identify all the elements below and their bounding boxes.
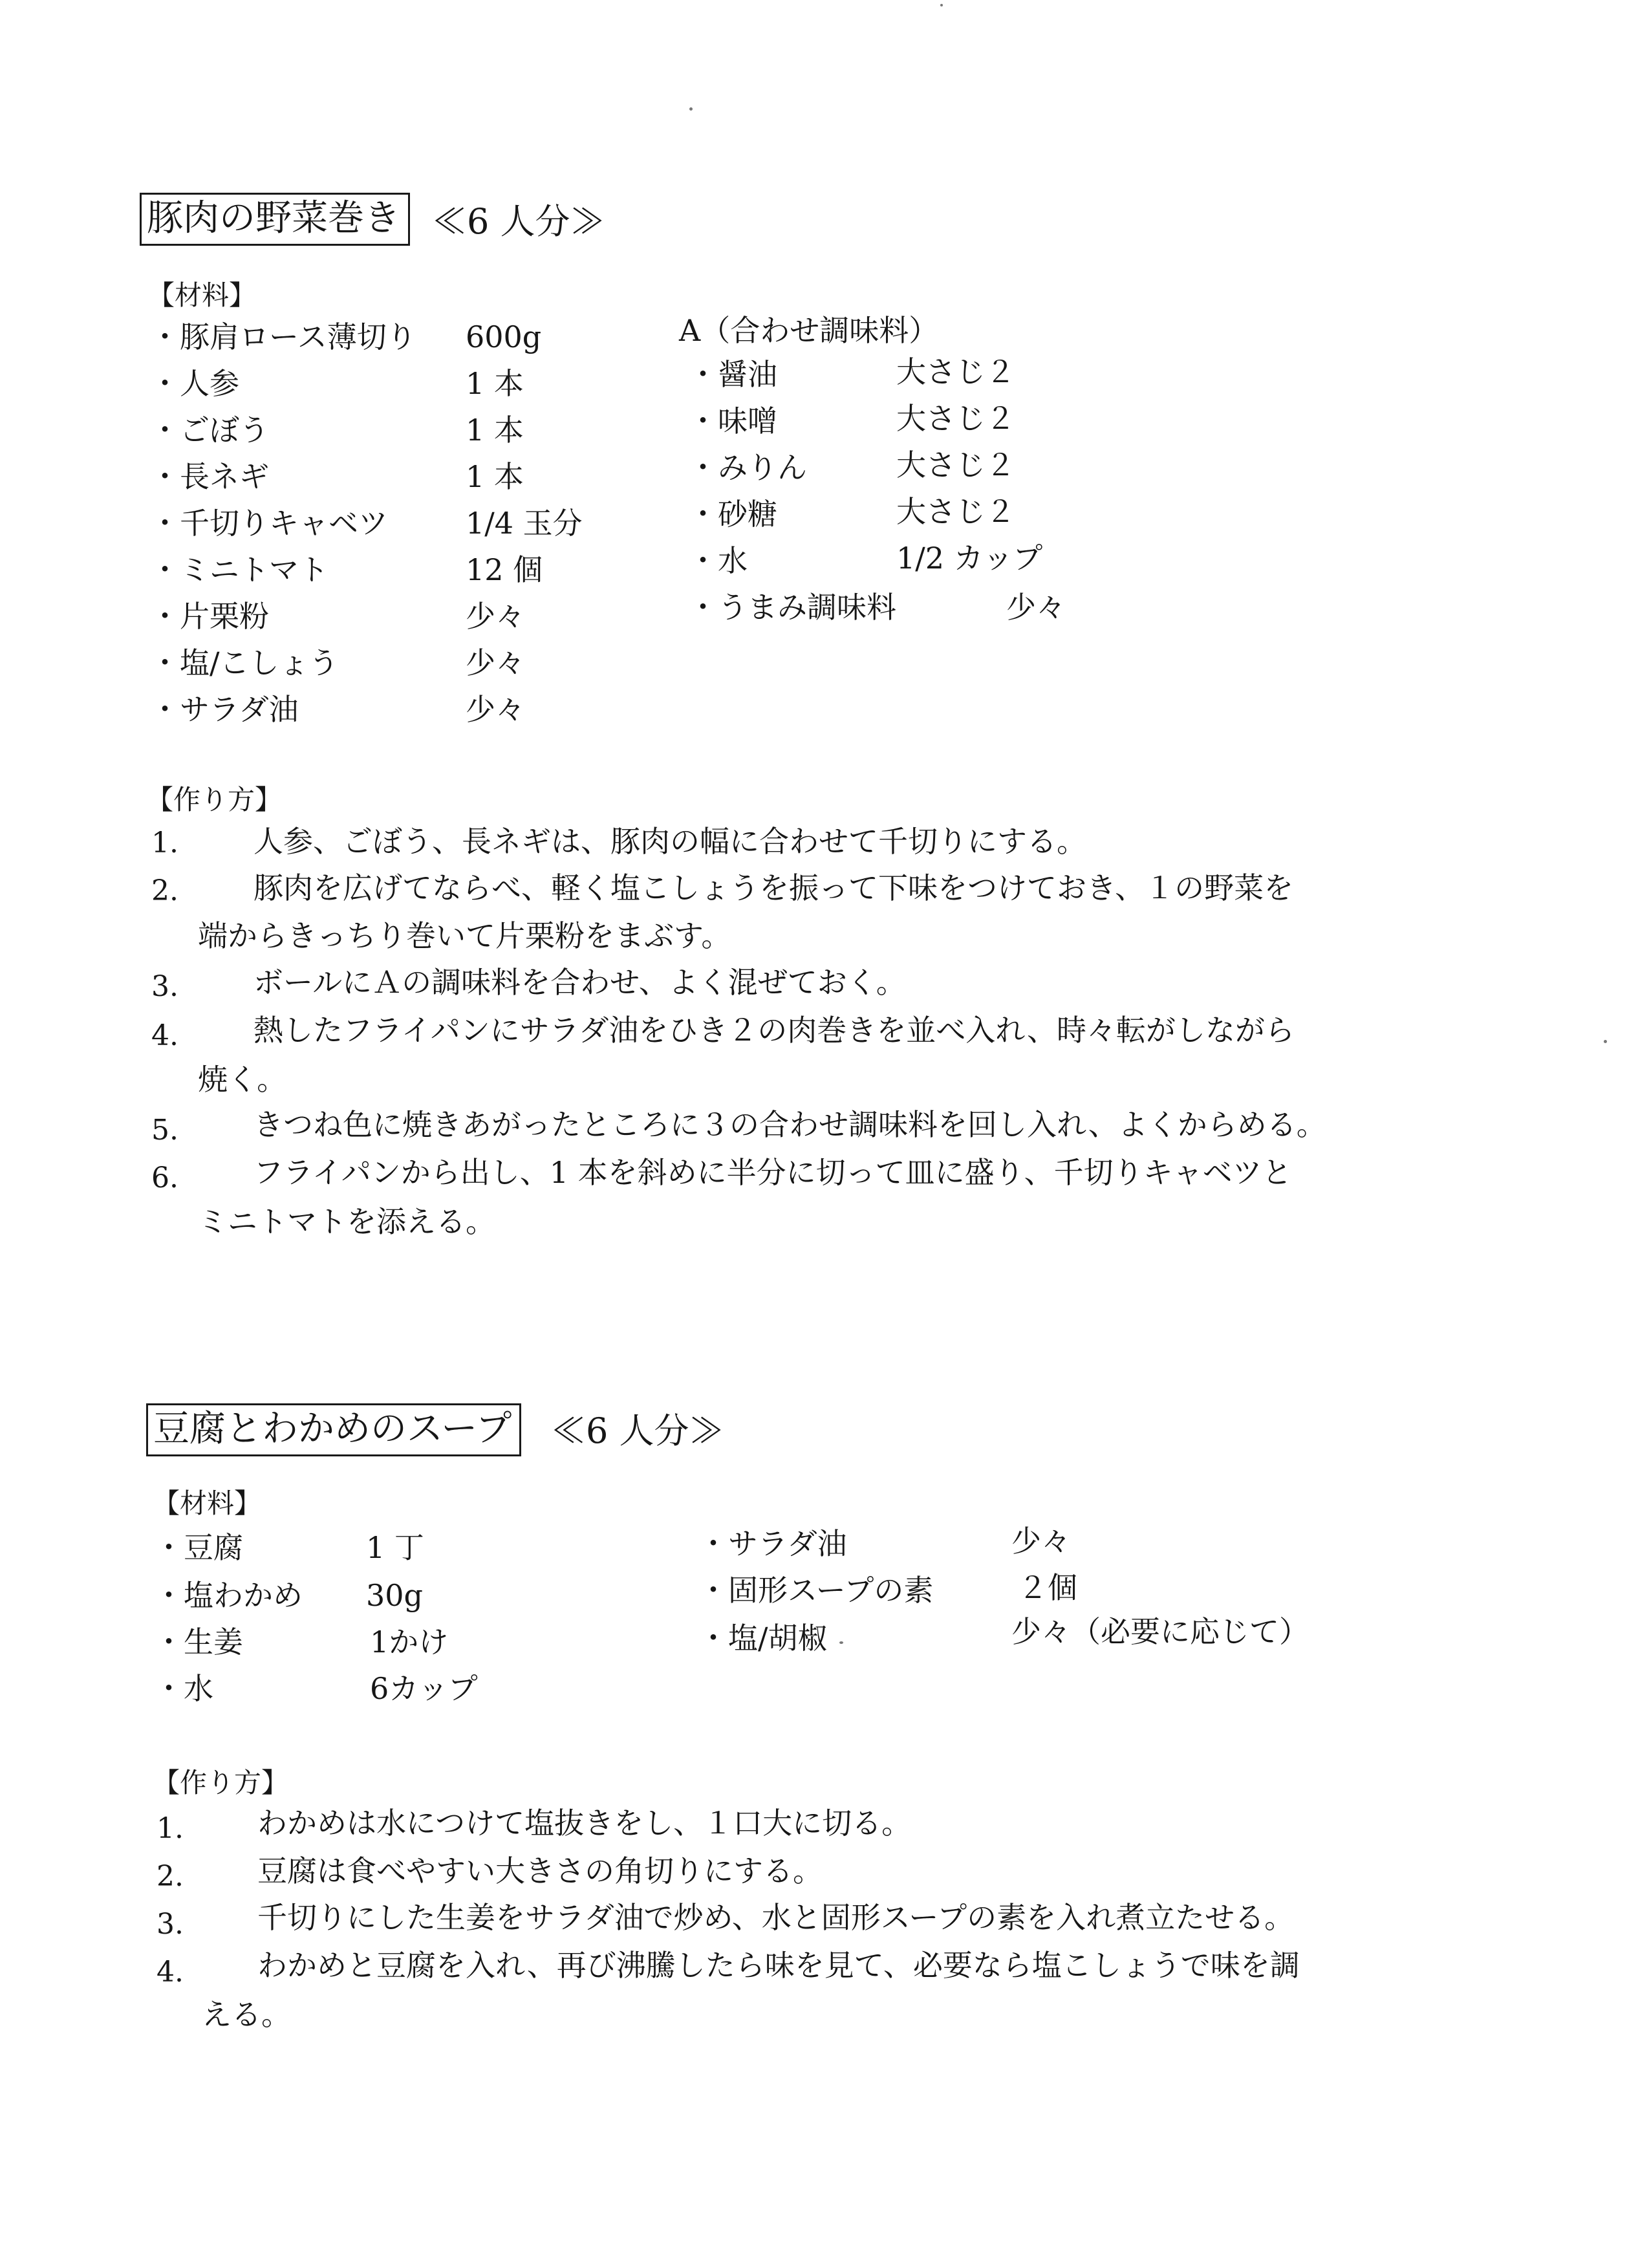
ingredient-name: ・サラダ油 <box>150 692 299 727</box>
ingredient-name: ・豚肩ロース薄切り <box>150 319 416 354</box>
ingredient-amount: 大さじ２ <box>896 354 1015 389</box>
ingredient-name: ・砂糖 <box>688 497 777 532</box>
step-number: 4. <box>156 1956 184 1989</box>
ingredient-amount: 6カップ <box>370 1671 478 1706</box>
ingredient-name: ・うまみ調味料 <box>688 590 896 625</box>
ingredient-name: ・長ネギ <box>150 459 269 494</box>
ingredient-amount: 1 本 <box>466 366 524 401</box>
ingredient-name: ・固形スープの素 <box>698 1573 934 1608</box>
ingredient-amount: 少々 <box>466 599 525 634</box>
recipe2-title: 豆腐とわかめのスープ <box>146 1403 521 1456</box>
ingredient-amount: 12 個 <box>466 552 543 587</box>
ingredient-amount: 大さじ２ <box>896 494 1015 529</box>
scan-speck <box>1604 1040 1607 1043</box>
recipe1-title: 豚肉の野菜巻き <box>140 193 410 246</box>
scan-speck <box>839 1641 843 1644</box>
step-number: 1. <box>151 826 178 859</box>
step-text: わかめは水につけて塩抜きをし、１口大に切る。 <box>257 1806 912 1841</box>
recipe2-ingredients-heading: 【材料】 <box>153 1487 262 1519</box>
step-text: 端からきっちり巻いて片栗粉をまぶす。 <box>198 918 731 953</box>
recipe1-ingredients-heading: 【材料】 <box>147 279 257 311</box>
recipe1-method-heading: 【作り方】 <box>146 784 283 815</box>
ingredient-name: ・塩/こしょう <box>150 645 339 680</box>
ingredient-name: ・味噌 <box>688 404 777 438</box>
ingredient-amount: 少々 <box>466 692 525 727</box>
ingredient-amount: 1/4 玉分 <box>466 506 583 541</box>
ingredient-amount: 1かけ <box>370 1625 449 1659</box>
step-number: 4. <box>151 1019 178 1052</box>
step-text: わかめと豆腐を入れ、再び沸騰したら味を見て、必要なら塩こしょうで味を調 <box>257 1948 1300 1983</box>
step-text: 豆腐は食べやすい大きさの角切りにする。 <box>257 1853 823 1888</box>
step-number: 5. <box>151 1114 178 1147</box>
scan-speck <box>940 4 943 6</box>
step-text: 人参、ごぼう、長ネギは、豚肉の幅に合わせて千切りにする。 <box>253 824 1086 859</box>
step-text: 豚肉を広げてならべ、軽く塩こしょうを振って下味をつけておき、１の野菜を <box>253 870 1294 905</box>
ingredient-amount: 1 本 <box>466 459 524 494</box>
ingredient-name: ・醤油 <box>688 357 777 392</box>
recipe1-servings: ≪6 人分≫ <box>432 201 605 242</box>
scan-speck <box>689 107 693 111</box>
step-text: ボールにＡの調味料を合わせ、よく混ぜておく。 <box>253 965 906 1000</box>
step-number: 2. <box>151 874 178 907</box>
ingredient-name: ・豆腐 <box>154 1530 243 1565</box>
ingredient-name: ・片栗粉 <box>150 599 269 634</box>
ingredient-amount: 大さじ２ <box>896 448 1015 482</box>
ingredient-amount: 少々 <box>1006 590 1066 625</box>
ingredient-amount: 少々 <box>1011 1524 1071 1559</box>
ingredient-name: ・人参 <box>150 366 239 401</box>
ingredient-amount: 1 丁 <box>366 1530 424 1565</box>
ingredient-name: ・みりん <box>688 450 807 485</box>
ingredient-amount: 少々 <box>466 645 525 680</box>
ingredient-name: ・塩わかめ <box>154 1578 303 1613</box>
ingredient-name: ・水 <box>154 1671 213 1706</box>
step-number: 3. <box>156 1908 184 1941</box>
ingredient-name: ・千切りキャベツ <box>150 506 388 541</box>
ingredient-amount: ２個 <box>1018 1570 1077 1605</box>
step-text: える。 <box>202 1997 291 2032</box>
ingredient-amount: 30g <box>366 1578 423 1613</box>
recipe2-servings: ≪6 人分≫ <box>551 1410 724 1451</box>
ingredient-name: ・生姜 <box>154 1625 243 1659</box>
step-text: 焼く。 <box>198 1062 287 1097</box>
ingredient-amount: 少々（必要に応じて） <box>1011 1614 1309 1649</box>
ingredient-amount: 大さじ２ <box>896 401 1015 436</box>
step-number: 2. <box>156 1860 184 1893</box>
ingredient-name: ・水 <box>688 543 748 578</box>
step-text: フライパンから出し、1 本を斜めに半分に切って皿に盛り、千切りキャベツと <box>253 1155 1292 1190</box>
ingredient-name: ・サラダ油 <box>698 1526 847 1561</box>
step-number: 3. <box>151 970 178 1003</box>
recipe2-method-heading: 【作り方】 <box>153 1767 289 1798</box>
step-number: 6. <box>151 1161 178 1194</box>
step-text: きつね色に焼きあがったところに３の合わせ調味料を回し入れ、よくからめる。 <box>253 1107 1326 1142</box>
ingredient-amount: 1/2 カップ <box>896 541 1043 576</box>
ingredient-name: ・ミニトマト <box>150 552 329 587</box>
step-number: 1. <box>156 1812 184 1845</box>
step-text: ミニトマトを添える。 <box>198 1204 495 1239</box>
ingredient-name: ・塩/胡椒 <box>698 1621 828 1656</box>
seasoning-heading: A（合わせ調味料） <box>679 313 939 348</box>
step-text: 千切りにした生姜をサラダ油で炒め、水と固形スープの素を入れ煮立たせる。 <box>257 1900 1295 1935</box>
ingredient-name: ・ごぼう <box>150 413 269 448</box>
ingredient-amount: 600g <box>466 319 542 354</box>
step-text: 熱したフライパンにサラダ油をひき２の肉巻きを並べ入れ、時々転がしながら <box>253 1013 1295 1048</box>
ingredient-amount: 1 本 <box>466 413 524 448</box>
